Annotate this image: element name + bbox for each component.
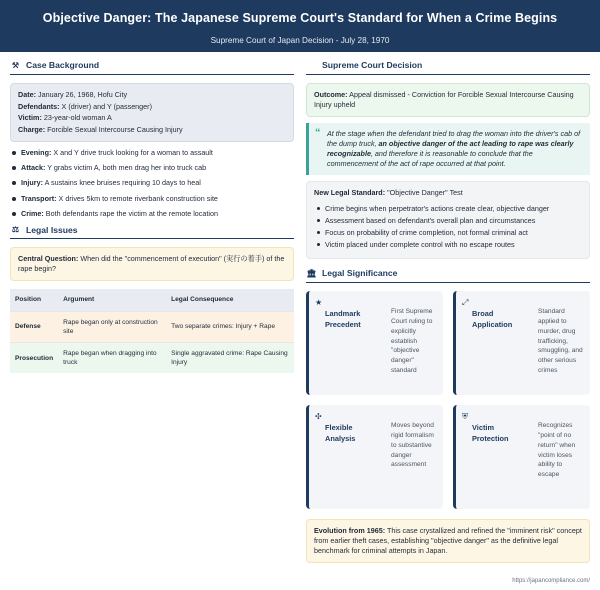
page-subtitle: Supreme Court of Japan Decision - July 28, 1970 <box>210 35 390 45</box>
legal-issues-heading: ⚖ Legal Issues <box>10 224 294 239</box>
list-item: Crime begins when perpetrator's actions create clear, objective danger <box>314 204 582 214</box>
quote-icon: “ <box>315 127 321 140</box>
table-row: Defense Rape began only at construction site Two separate crimes: Injury + Rape <box>10 311 294 342</box>
columns-icon: 🏛 <box>306 268 317 278</box>
left-column <box>10 60 294 373</box>
evolution-box: Evolution from 1965: This case crystallized and refined the "imminent risk" concept from earlier theft cases, establishing "objective danger" as the definitive legal benchmark for criminal attempts in Japan. <box>306 519 590 563</box>
standard-points <box>314 204 582 250</box>
fact-victim: Victim: 23-year-old woman A <box>18 113 112 123</box>
page-title: Objective Danger: The Japanese Supreme Court's Standard for When a Crime Begins <box>42 11 558 25</box>
central-question-box: Central Question: When did the "commencement of execution" (実行の着手) of the rape begin? <box>10 247 294 281</box>
list-item: Focus on probability of crime completion, not formal criminal act <box>314 228 582 238</box>
table-row: Prosecution Rape began when dragging into truck Single aggravated crime: Rape Causing Injury <box>10 342 294 373</box>
star-icon: ★ <box>315 297 323 307</box>
card-broad-application: ⤢ Broad Application Standard applied to murder, drug trafficking, smuggling, and other serious crimes <box>453 291 590 395</box>
card-flexible-analysis: ✣ Flexible Analysis Moves beyond rigid formalism to substantive danger assessment <box>306 405 443 509</box>
fact-date: Date: January 26, 1968, Hofu City <box>18 90 128 99</box>
gavel-icon: ⚒ <box>11 60 20 70</box>
new-legal-standard-box: New Legal Standard: "Objective Danger" Test Crime begins when perpetrator's actions create clear, objective danger Assessment based on defendant's overall plan and circumstances Focus on probability of crime completion, not formal criminal act Victim placed under complete control with no escape routes <box>306 181 590 258</box>
footer-url: https://japancompliance.com/ <box>512 577 590 584</box>
list-item: Injury: A sustains knee bruises requiring 10 days to heal <box>10 178 294 188</box>
outcome-box: Outcome: Appeal dismissed - Conviction for Forcible Sexual Intercourse Causing Injury upheld <box>306 83 590 117</box>
list-item: Evening: X and Y drive truck looking for a woman to assault <box>10 148 294 158</box>
card-landmark-precedent: ★ Landmark Precedent First Supreme Court ruling to explicitly establish "objective danger" standard <box>306 291 443 395</box>
case-background-heading: ⚒ Case Background <box>10 60 294 75</box>
list-item: Assessment based on defendant's overall plan and circumstances <box>314 216 582 226</box>
list-item: Crime: Both defendants rape the victim at the remote location <box>10 209 294 219</box>
significance-cards <box>306 291 590 509</box>
expand-icon: ⤢ <box>462 297 469 307</box>
event-list <box>10 148 294 219</box>
case-facts-box <box>10 83 294 142</box>
shield-icon: ⛨ <box>462 411 468 421</box>
positions-table <box>10 289 294 373</box>
scales-icon: ⚖ <box>11 225 20 235</box>
page-header <box>0 0 600 52</box>
table-header-row: Position Argument Legal Consequence <box>10 289 294 311</box>
card-victim-protection: ⛨ Victim Protection Recognizes "point of no return" when victim loses ability to escape <box>453 405 590 509</box>
court-quote: “ At the stage when the defendant tried to drag the woman into the driver's cab of the dump truck, an objective danger of the act leading to rape was clearly recognizable, and therefore it is reasonable to conclude that the commencement of the act of rape occurred at that point. <box>306 123 590 175</box>
move-icon: ✣ <box>315 411 322 421</box>
fact-defendants: Defendants: X (driver) and Y (passenger) <box>18 101 152 111</box>
list-item: Victim placed under complete control with no escape routes <box>314 240 582 250</box>
right-column <box>306 60 590 563</box>
list-item: Attack: Y grabs victim A, both men drag her into truck cab <box>10 163 294 173</box>
list-item: Transport: X drives 5km to remote riverbank construction site <box>10 194 294 204</box>
fact-charge: Charge: Forcible Sexual Intercourse Causing Injury <box>18 124 183 134</box>
legal-significance-heading: 🏛 Legal Significance <box>306 268 590 283</box>
decision-heading: Supreme Court Decision <box>306 60 590 75</box>
